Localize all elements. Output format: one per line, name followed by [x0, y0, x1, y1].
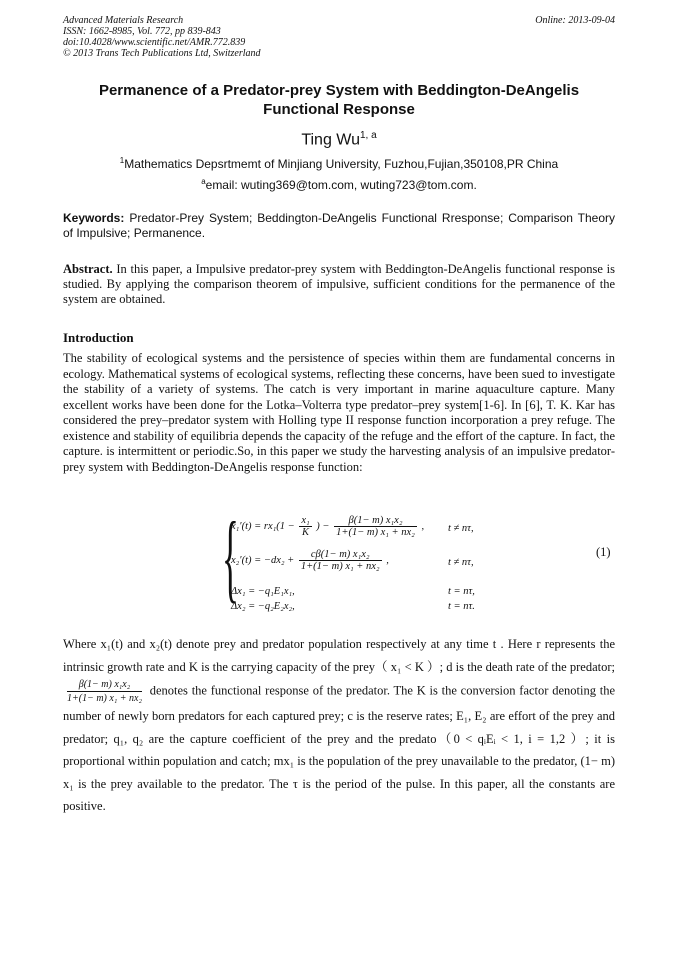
- functional-response-fraction: [67, 678, 142, 705]
- cond-4: t = nτ.: [448, 601, 475, 612]
- left-brace: {: [222, 501, 239, 612]
- eq1-frac-1-num: x₁: [301, 515, 310, 526]
- equation-line-4: Δx₂ = −q₂E₂x₂,: [231, 601, 295, 612]
- author-sup: 1, a: [360, 130, 377, 141]
- fr-den: 1+(1− m) x₁ + nx₂: [67, 693, 142, 704]
- eq1-end: ,: [421, 520, 425, 532]
- affiliation-text: Mathematics Depsrtmemt of Minjiang University, Fuzhou,Fujian,350108,PR China: [124, 157, 559, 171]
- equation-line-1: [231, 515, 424, 538]
- journal-name: Advanced Materials Research: [63, 15, 184, 26]
- eq2-lhs: x₂′(t) = −dx₂ +: [231, 554, 297, 566]
- author: [63, 130, 615, 149]
- eq2-frac: [299, 549, 382, 572]
- eq1-frac-1: [299, 515, 311, 538]
- eq1-mid: ) −: [316, 520, 333, 532]
- eq1-lhs: x₁′(t) = rx₁(1 −: [231, 520, 298, 532]
- abstract-label: Abstract.: [63, 262, 113, 276]
- introduction-text: The stability of ecological systems and the persistence of species within them are fundamental concerns in ecology. Mathematical systems of ecological systems, reflecting these concerns, have been sued to investigate the stability of a variety of systems. The catch is very important in marine aquaculture capture. Many excellent works have been done for the Lotka–Volterra type predator–prey system[1-6]. In [6], T. K. Kar has considered the prey–predator system with Holling type II response function incorporation a prey refuge. The existence and stability of equilibria depends the capacity of the refuge and the effort of the capture. In fact, the capture. is intermittent or periodic.So, in this paper we study the harvesting analysis of an impulsive predator-prey system with Beddington-DeAngelis response function:: [63, 351, 615, 474]
- equation-line-2: [231, 549, 389, 572]
- keywords-text: Predator-Prey System; Beddington-DeAngelis Functional Rresponse; Comparison Theory of Impulsive; Permanence.: [63, 211, 615, 240]
- abstract-text: In this paper, a Impulsive predator-prey system with Beddington-DeAngelis functional response is studied. By applying the comparison theorem of impulsive, sufficient conditions for the permanence of the system are obtained.: [63, 262, 615, 306]
- affiliation-sup: 1: [119, 156, 125, 165]
- cond-3: t = nτ,: [448, 586, 475, 597]
- eq2-frac-den: 1+(1− m) x₁ + nx₂: [300, 561, 380, 572]
- eq2-end: ,: [386, 554, 389, 566]
- cond-1: t ≠ nτ,: [448, 523, 474, 534]
- equation-system: [222, 501, 522, 617]
- abstract: [63, 262, 615, 307]
- eq1-frac-1-den: K: [301, 527, 309, 538]
- eq1-frac-2: [334, 515, 417, 538]
- cond-2: t ≠ nτ,: [448, 557, 474, 568]
- equation-line-3: Δx₁ = −q₁E₁x₁,: [231, 586, 295, 597]
- fr-num: β(1− m) x₁x₂: [67, 678, 142, 692]
- email-text: email: wuting369@tom.com, wuting723@tom.com.: [205, 178, 477, 192]
- variable-definitions: [63, 633, 615, 818]
- author-name: Ting Wu: [301, 131, 360, 149]
- where-text-1: Where x₁(t) and x₂(t) denote prey and predator population respectively at any time t . Here r represents the intrinsic growth rate and K is the carrying capacity of the prey（ x₁ < K ）; d is the death rate of the predator;: [63, 637, 615, 674]
- affiliation: [63, 156, 615, 171]
- title-line-1: Permanence of a Predator-prey System with Beddington-DeAngelis: [98, 82, 580, 99]
- keywords-label: Keywords:: [63, 211, 125, 225]
- equation-number: (1): [596, 545, 611, 559]
- title-line-2: Functional Response: [263, 101, 415, 118]
- keywords: [63, 211, 615, 241]
- eq2-frac-num: cβ(1− m) x₁x₂: [299, 549, 382, 561]
- copyright: © 2013 Trans Tech Publications Ltd, Switzerland: [63, 48, 261, 59]
- doi: doi:10.4028/www.scientific.net/AMR.772.839: [63, 37, 246, 48]
- online-date: Online: 2013-09-04: [535, 15, 615, 26]
- journal-header: [63, 15, 615, 59]
- introduction-heading: Introduction: [63, 330, 134, 345]
- issn: ISSN: 1662-8985, Vol. 772, pp 839-843: [63, 26, 221, 37]
- where-text-2: denotes the functional response of the predator. The K is the conversion factor denoting the number of newly born predators for each captured prey; c is the reserve rates; E₁, E₂ are effort of the prey and predator; q₁, q₂ are the capture coefficient of the prey and the predato（0 < qᵢEᵢ < 1, i = 1,2 ）; it is proportional within population and catch; mx₁ is the population of the prey unavailable to the predator, (1− m) x₁ is the prey available to the predator. The τ is the period of the pulse. In this paper, all the constants are positive.: [63, 683, 615, 813]
- email: [63, 177, 615, 192]
- eq1-frac-2-den: 1+(1− m) x₁ + nx₂: [336, 527, 415, 538]
- paper-title: [63, 81, 615, 119]
- email-sup: a: [201, 177, 206, 186]
- eq1-frac-2-num: β(1− m) x₁x₂: [334, 515, 417, 527]
